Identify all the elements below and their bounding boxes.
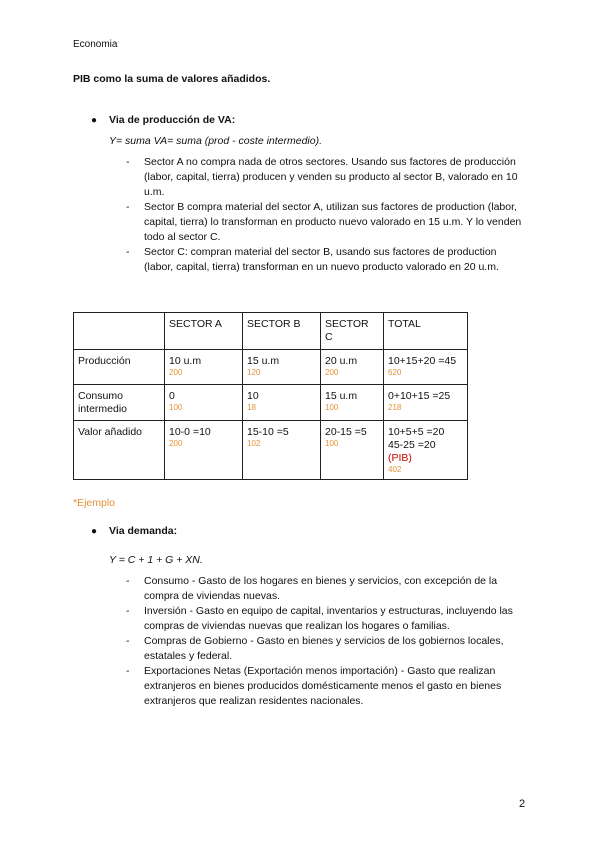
cell-value: 15 u.m: [247, 355, 280, 367]
table-row: [74, 421, 468, 480]
pib-label: (PIB): [388, 452, 412, 464]
list-item: [126, 604, 526, 634]
table-header-cell: SECTOR A: [165, 313, 243, 350]
row-label: Producción: [74, 350, 165, 385]
bullet-demanda: [91, 524, 177, 539]
cell-value-line2: 45-25 =20: [388, 439, 436, 451]
cell-value: 10+15+20 =45: [388, 355, 457, 367]
bullet-dot-icon: ●: [91, 526, 98, 537]
table-row: [74, 385, 468, 421]
table-cell: [384, 421, 468, 480]
cell-value: 15 u.m: [325, 390, 358, 402]
cell-value: 20-15 =5: [325, 426, 367, 438]
ejemplo-note: *Ejemplo: [73, 497, 116, 509]
cell-note: 402: [388, 465, 402, 474]
formula-demanda: Y = C + 1 + G + XN.: [109, 554, 203, 566]
cell-value: 0: [169, 390, 175, 402]
cell-note: 620: [388, 368, 402, 377]
list-item: [126, 155, 526, 200]
table-cell: [384, 350, 468, 385]
table-header-cell: TOTAL: [384, 313, 468, 350]
row-label: Consumo intermedio: [74, 385, 165, 421]
table-row: [74, 350, 468, 385]
table-cell: [243, 385, 321, 421]
cell-note: 100: [325, 439, 339, 448]
row-label: Valor añadido: [74, 421, 165, 480]
formula-produccion: Y= suma VA= suma (prod - coste intermedio).: [109, 135, 323, 147]
bullet-produccion: [91, 113, 235, 128]
dash-icon: -: [126, 575, 130, 587]
table-header-cell: SECTOR C: [321, 313, 384, 350]
dash-icon: -: [126, 156, 130, 168]
list-item-text: Compras de Gobierno - Gasto en bienes y servicios de los gobiernos locales, estatales y federal.: [144, 635, 504, 662]
list-item-text: Consumo - Gasto de los hogares en bienes y servicios, con excepción de la compra de viviendas nuevas.: [144, 575, 498, 602]
cell-note: 100: [169, 403, 183, 412]
cell-note: 218: [388, 403, 402, 412]
table-header-cell: [74, 313, 165, 350]
table-cell: [321, 421, 384, 480]
list-item: [126, 200, 526, 245]
table-cell: [243, 350, 321, 385]
cell-note: 200: [169, 368, 183, 377]
table-cell: [165, 350, 243, 385]
bullet-label-produccion: Via de producción de VA:: [109, 114, 236, 126]
cell-note: 200: [169, 439, 183, 448]
cell-value: 10: [247, 390, 259, 402]
table-cell: [321, 350, 384, 385]
list-item-text: Sector C: compran material del sector B, usando sus factores de production (labor, capital, tierra) transforman en un nuevo producto valorado en 20 u.m.: [144, 246, 499, 273]
list-item: [126, 574, 526, 604]
demanda-list: [126, 574, 526, 709]
table-header-cell: SECTOR B: [243, 313, 321, 350]
bullet-dot-icon: ●: [91, 115, 98, 126]
bullet-label-demanda: Via demanda:: [109, 525, 178, 537]
produccion-list: [126, 155, 526, 275]
cell-value: 20 u.m: [325, 355, 358, 367]
dash-icon: -: [126, 605, 130, 617]
list-item: [126, 664, 526, 709]
cell-value: 0+10+15 =25: [388, 390, 451, 402]
dash-icon: -: [126, 201, 130, 213]
table-header-row: [74, 313, 468, 350]
page-number: 2: [519, 798, 526, 810]
list-item-text: Sector B compra material del sector A, utilizan sus factores de production (labor, capital, tierra) lo transforman en producto nuevo valorado en 15 u.m. Y lo venden todo al sector C.: [144, 201, 522, 243]
section-title: PIB como la suma de valores añadidos.: [73, 73, 271, 85]
cell-value: 15-10 =5: [247, 426, 289, 438]
table-cell: [384, 385, 468, 421]
dash-icon: -: [126, 665, 130, 677]
cell-note: 102: [247, 439, 261, 448]
cell-value: 10 u.m: [169, 355, 202, 367]
cell-value: 10-0 =10: [169, 426, 211, 438]
list-item-text: Exportaciones Netas (Exportación menos importación) - Gasto que realizan extranjeros en bienes producidos domésticamente menos el gasto en bienes extranjeros que realizan residentes nacionales.: [144, 665, 502, 707]
dash-icon: -: [126, 635, 130, 647]
cell-note: 100: [325, 403, 339, 412]
table-cell: [165, 385, 243, 421]
table-cell: [243, 421, 321, 480]
table-cell: [165, 421, 243, 480]
cell-value: 10+5+5 =20: [388, 426, 445, 438]
cell-note: 120: [247, 368, 261, 377]
list-item: [126, 634, 526, 664]
table-cell: [321, 385, 384, 421]
document-header: Economia: [73, 39, 118, 50]
list-item-text: Inversión - Gasto en equipo de capital, inventarios y estructuras, incluyendo las compras de viviendas nuevas que realizan los hogares o familias.: [144, 605, 513, 632]
cell-note: 200: [325, 368, 339, 377]
list-item-text: Sector A no compra nada de otros sectores. Usando sus factores de producción (labor, capital, tierra) producen y venden su producto al sector B, valorado en 10 u.m.: [144, 156, 518, 198]
cell-note: 18: [247, 403, 256, 412]
va-table: [73, 312, 468, 480]
dash-icon: -: [126, 246, 130, 258]
list-item: [126, 245, 526, 275]
